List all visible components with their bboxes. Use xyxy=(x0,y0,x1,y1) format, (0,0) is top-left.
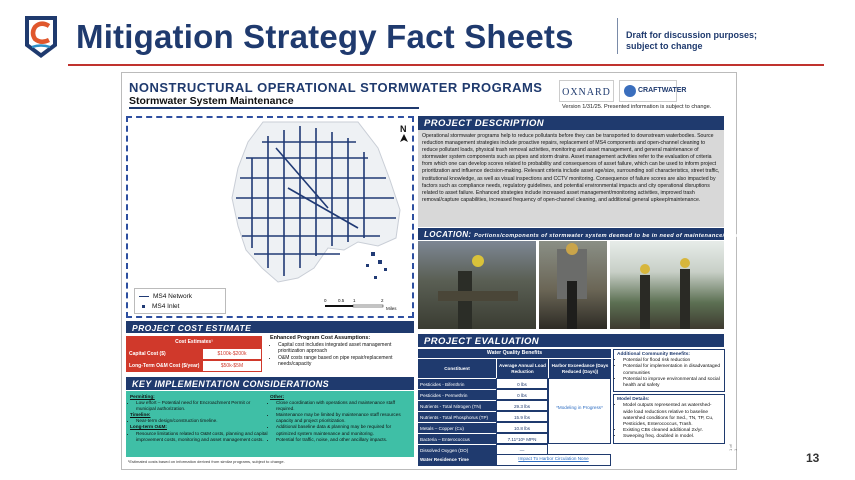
col-header-harbor: Harbor Exceedance (Days Reduced (Days)) xyxy=(548,358,611,378)
north-arrow: N xyxy=(400,124,407,134)
col-header-constituent: Constituent xyxy=(418,358,496,378)
model-item: • Existing CBs cleaned additional 2x/yr. xyxy=(623,428,721,434)
table-row: Pesticides - Permethrin 0 lbs xyxy=(418,389,548,400)
table-row: Nutrients - Total Nitrogen (TN) 29.3 lbs xyxy=(418,400,548,411)
table-row: Pesticides - Bifenthrin 0 lbs xyxy=(418,378,548,389)
water-residence-row xyxy=(418,454,611,466)
map-legend xyxy=(134,288,226,314)
table-row: Dissolved Oxygen (DO) — xyxy=(418,444,548,455)
heading-underline xyxy=(129,107,419,109)
cost-assumptions xyxy=(270,335,412,368)
location-label: LOCATION: xyxy=(424,230,472,239)
key-item: • Low effort – Potential need for Encroachment Permit or municipal authorization. xyxy=(136,400,270,412)
water-quality-table xyxy=(418,349,611,466)
om-heading: Long-term O&M: xyxy=(130,424,167,430)
water-residence-label: Water Residence Time xyxy=(418,454,496,466)
cost-footnote: ¹Estimated costs based on information derived from similar programs, subject to change. xyxy=(128,459,285,464)
scale-unit: Miles xyxy=(386,306,397,311)
oxnard-logo: OXNARD xyxy=(559,80,614,102)
harbor-exceedance-note: *Modeling in Progress* xyxy=(548,378,611,444)
map-drawing xyxy=(128,118,412,316)
legend-item: MS4 Inlet xyxy=(139,302,221,312)
assumptions-title: Enhanced Program Cost Assumptions: xyxy=(270,335,371,341)
project-description-text: Operational stormwater programs help to reduce pollutants before they can be transported to downstream waterbodies. Source reduction management strategies include proactive repairs, replacement of MS4 components and open-channel cleaning to reduce pollutant loads, physical trash removal activities, monitoring and asset management, and general maintenance of stormwater system components such as pipes and storm drains. Asset management activities refer to the evaluation of criteria from which one can develop scores related to probability and consequences of asset failure, which can be used to inform project prioritization and influence decision-making. Relevant criteria include asset age/size, surrounding soil characteristics, street traffic, institutional knowledge, as well as visual inspections and CCTV monitoring. Consequence of failure scores are also impacted by factors such as compliance needs, regulatory guidelines, and potential environmental impacts and city operational disruptions related to asset failure. Enhanced strategies include increased asset management/monitoring activities, improved trash removal/capture capabilities, increased frequency of open-channel cleaning, and additional general upkeep/maintenance. xyxy=(418,130,724,227)
community-benefits xyxy=(613,349,725,392)
model-item: • Sweeping freq. doubled in model. xyxy=(623,434,721,440)
assumption-item: • Capital cost includes integrated asset management prioritization approach xyxy=(278,342,412,355)
table-row: Nutrients - Total Phosphorus (TP) 15.9 lbs xyxy=(418,411,548,422)
project-description-header: PROJECT DESCRIPTION xyxy=(418,116,724,130)
key-item: • Potential for traffic, noise, and other ancillary impacts. xyxy=(276,437,410,443)
cost-row xyxy=(126,348,262,360)
community-benefits-title: Additional Community Benefits: xyxy=(617,352,691,357)
key-item: • Additional baseline data & planning may be required for optimized system maintenance and monitoring. xyxy=(276,424,410,436)
model-details-title: Model Details: xyxy=(617,397,650,403)
assumption-item: • O&M costs range based on pipe repair/replacement needs/capacity xyxy=(278,355,412,368)
version-note: Version 1/31/25. Presented information is subject to change. xyxy=(562,104,712,110)
table-row: Bacteria – Enterococcus 7.11*10⁶ MPN xyxy=(418,433,548,444)
page-title: Mitigation Strategy Fact Sheets xyxy=(76,18,574,55)
model-details xyxy=(613,394,725,443)
draft-note: Draft for discussion purposes; subject to change xyxy=(626,30,758,51)
cost-row xyxy=(126,360,262,372)
legend-item: MS4 Network xyxy=(139,292,221,302)
benefit-item: • Potential for flood risk reduction xyxy=(623,358,721,364)
location-bar xyxy=(418,228,745,240)
benefits-panel xyxy=(613,349,725,466)
cost-estimate-header: PROJECT COST ESTIMATE xyxy=(126,321,414,333)
key-item: • Maintenance may be limited by maintenance staff resources capacity and project prioritization. xyxy=(276,412,410,424)
cost-table-header: Cost Estimates¹ xyxy=(126,336,262,348)
benefit-item: • Potential to improve environmental and social health and safety xyxy=(623,377,721,389)
location-text: Portions/components of stormwater system deemed to be in need of maintenance/repair. xyxy=(474,233,745,239)
key-considerations xyxy=(126,391,414,457)
table-row: Metals – Copper (Cu) 10.8 lbs xyxy=(418,422,548,433)
key-item: • Resource limitations related to O&M costs, planning and capital improvement costs, monitoring and asset management costs. xyxy=(136,431,270,443)
sheet-subheading: Stormwater System Maintenance xyxy=(129,95,294,107)
header-rule xyxy=(68,64,824,66)
scale-tick-3: 2 xyxy=(381,298,384,303)
header-divider xyxy=(617,18,618,54)
model-item: • Model outputs represented as watershed-wide load reductions relative to baseline watershed conditions for Sed., TN, TP, Cu, Pesticides, Enterococcus, Trash. xyxy=(623,403,721,428)
photo-drain-cleaning xyxy=(539,241,607,329)
cost-value: $50k-$5M xyxy=(202,360,262,372)
cost-label: Capital Cost ($) xyxy=(126,348,202,360)
photo-pipe-installation xyxy=(610,241,724,329)
wq-table-title: Water Quality Benefits xyxy=(418,349,611,358)
benefit-item: • Potential for implementation in disadvantaged communities xyxy=(623,364,721,376)
scale-tick-0: 0 xyxy=(324,298,327,303)
permitting-heading: Permitting: xyxy=(130,394,155,399)
craftwater-label: CRAFTWATER xyxy=(638,87,687,94)
page-stamp: 1 of 1 xyxy=(728,444,738,451)
cost-table xyxy=(126,336,262,372)
water-residence-value[interactable]: Impact To Harbor Circulation None xyxy=(496,454,611,466)
key-item: • Near-term design/construction timeline. xyxy=(136,418,270,424)
key-left-column xyxy=(130,394,270,454)
fact-sheet xyxy=(121,72,745,470)
timeline-heading: Timeline: xyxy=(130,412,151,418)
sheet-heading: NONSTRUCTURAL OPERATIONAL STORMWATER PROGRAMS xyxy=(129,80,543,95)
key-right-column xyxy=(270,394,410,454)
city-logo xyxy=(22,13,60,61)
scale-bar xyxy=(325,305,353,307)
craftwater-icon xyxy=(624,85,636,97)
cost-value: $100k-$200k xyxy=(202,348,262,360)
key-item: • Close coordination with operations and maintenance staff required. xyxy=(276,400,410,412)
stormwater-map xyxy=(126,116,414,318)
key-considerations-header: KEY IMPLEMENTATION CONSIDERATIONS xyxy=(126,377,414,390)
photo-strip xyxy=(418,241,724,329)
col-header-load-reduction: Average Annual Load Reduction xyxy=(496,358,548,378)
photo-trench-repair xyxy=(418,241,536,329)
project-evaluation-header: PROJECT EVALUATION xyxy=(418,334,724,347)
scale-tick-2: 1 xyxy=(353,298,356,303)
cost-label: Long-Term O&M Cost ($/year) xyxy=(126,360,202,372)
page-number: 13 xyxy=(806,451,820,465)
other-heading: Other: xyxy=(270,394,285,399)
scale-tick-1: 0.5 xyxy=(338,298,345,303)
craftwater-logo xyxy=(619,80,687,102)
